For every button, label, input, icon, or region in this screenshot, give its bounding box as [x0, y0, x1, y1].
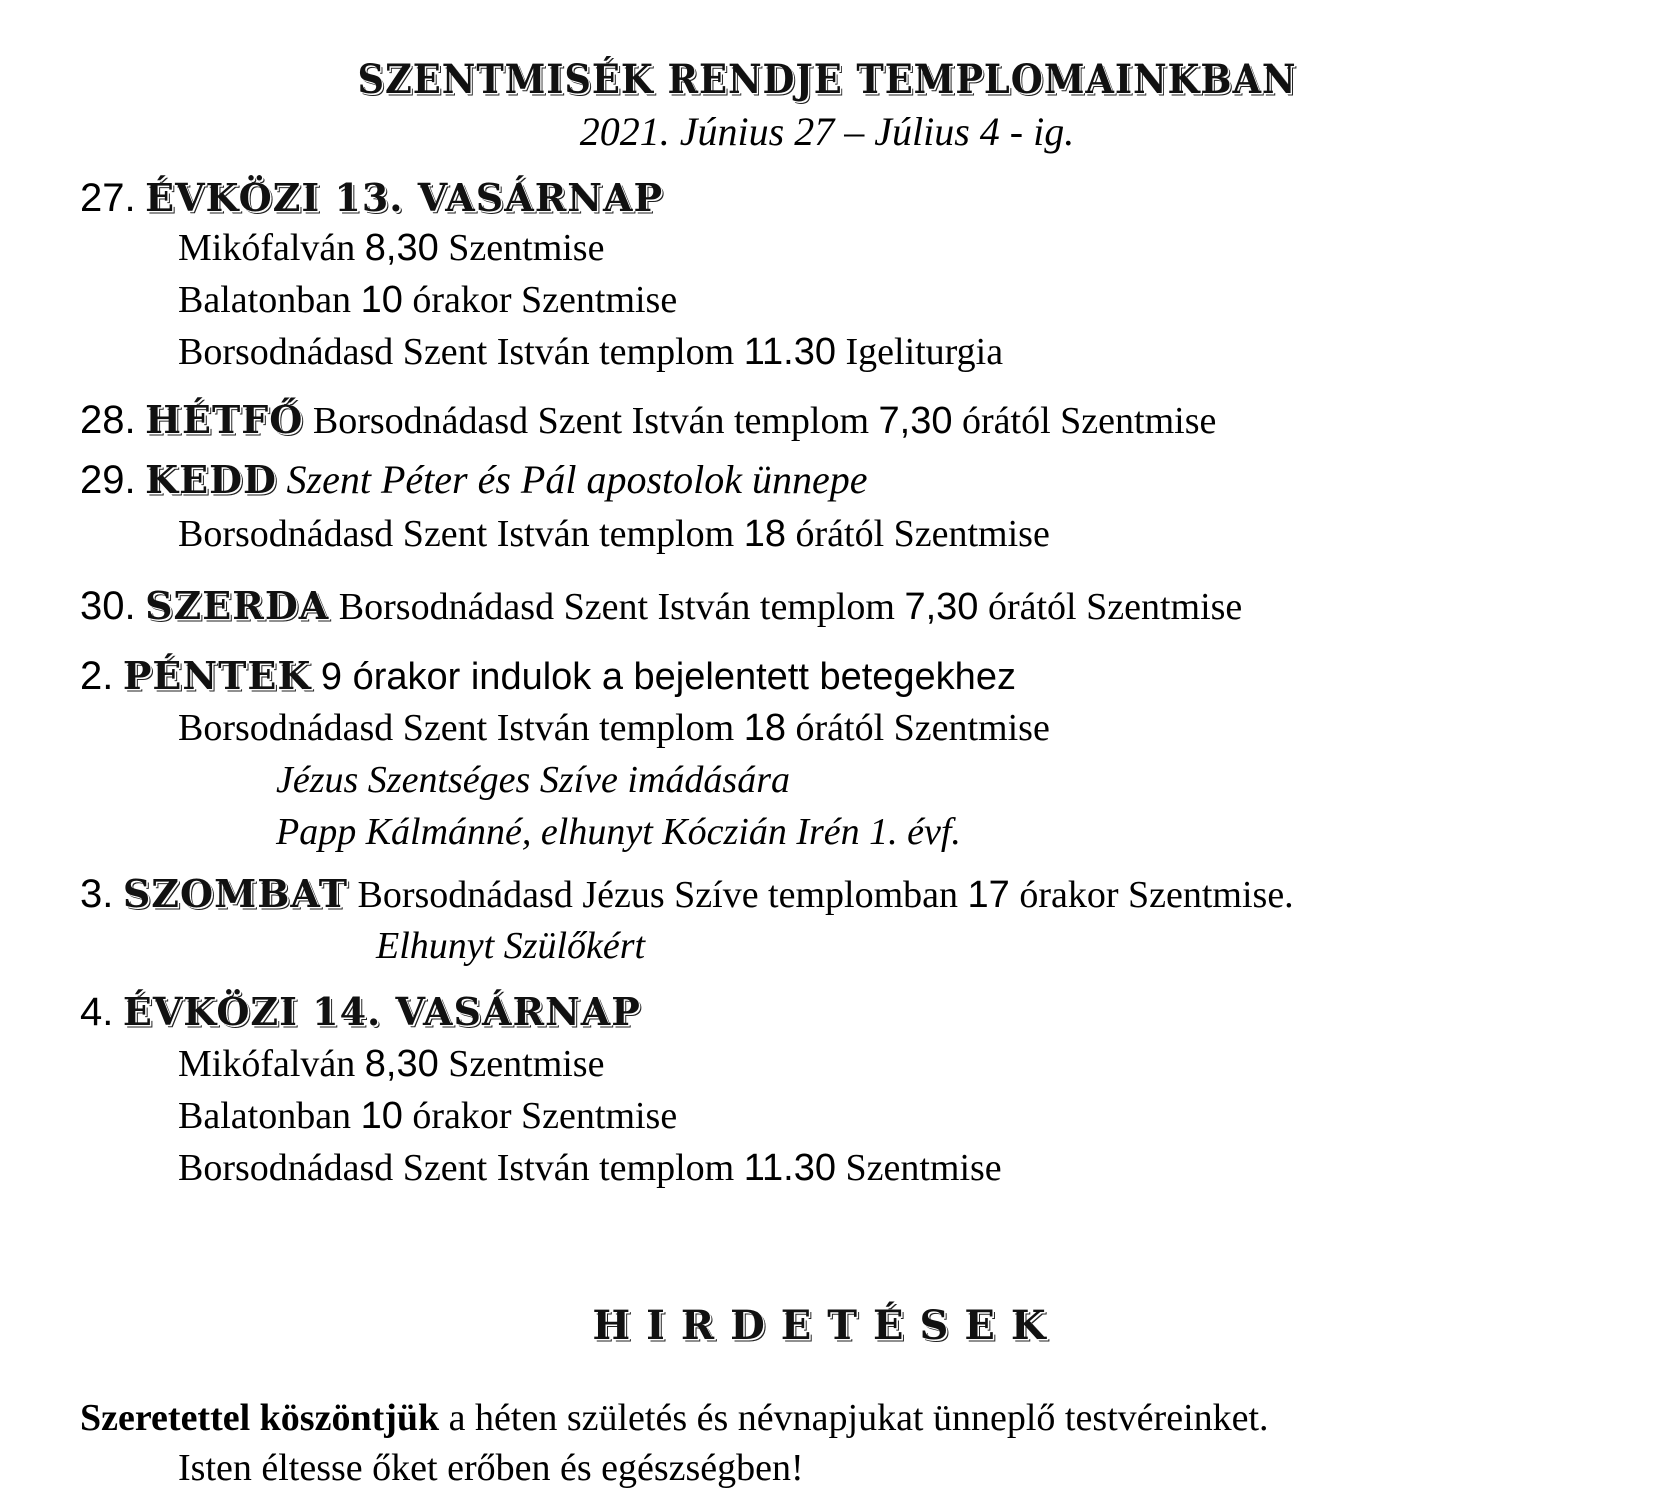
mass-intention: Jézus Szentséges Szíve imádására — [276, 759, 790, 801]
mass-time: 11.30 — [743, 331, 836, 373]
mass-desc: órakor Szentmise. — [1019, 874, 1294, 916]
mass-time: 7,30 — [904, 586, 979, 628]
day-name: KEDD — [145, 457, 278, 502]
day-number: 3. — [80, 872, 114, 916]
mass-place: Borsodnádasd Szent István templom — [178, 331, 735, 373]
mass-entry — [178, 226, 604, 270]
mass-desc: órakor Szentmise — [412, 279, 678, 321]
mass-desc: órától Szentmise — [987, 586, 1243, 628]
mass-time: 7,30 — [878, 400, 953, 442]
mass-desc: Szentmise — [448, 227, 605, 269]
mass-desc: Szentmise — [845, 1147, 1002, 1189]
mass-time: 17 — [967, 874, 1010, 916]
day-name: HÉTFŐ — [145, 397, 304, 442]
day-heading — [80, 584, 1242, 629]
greeting-bold: Szeretettel köszöntjük — [80, 1397, 440, 1439]
feast-name: Szent Péter és Pál apostolok ünnepe — [286, 457, 868, 502]
day-name: SZOMBAT — [122, 871, 349, 916]
mass-entry — [178, 330, 1003, 374]
mass-time: 18 — [743, 707, 786, 749]
mass-entry — [178, 1042, 604, 1086]
mass-place: Mikófalván — [178, 1043, 356, 1085]
mass-desc: órakor Szentmise — [412, 1095, 678, 1137]
day-name: ÉVKÖZI 13. VASÁRNAP — [145, 175, 664, 220]
mass-time: 10 — [360, 1095, 403, 1137]
mass-entry — [178, 512, 1050, 556]
day-heading — [80, 990, 641, 1035]
page-title: SZENTMISÉK RENDJE TEMPLOMAINKBAN — [357, 56, 1297, 103]
day-name: ÉVKÖZI 14. VASÁRNAP — [122, 989, 641, 1034]
mass-place: Borsodnádasd Szent István templom — [178, 513, 735, 555]
mass-desc: órától Szentmise — [962, 400, 1217, 442]
day-number: 4. — [80, 990, 114, 1034]
day-number: 29. — [80, 458, 136, 502]
mass-desc: Szentmise — [448, 1043, 605, 1085]
mass-entry — [178, 706, 1050, 750]
mass-place: Balatonban — [178, 1095, 352, 1137]
day-heading — [80, 398, 1216, 443]
day-heading — [80, 654, 1016, 699]
greeting-text: a héten születés és névnapjukat ünneplő testvéreinket. — [448, 1397, 1269, 1439]
announcements-heading: HIRDETÉSEK — [592, 1302, 1062, 1349]
day-number: 27. — [80, 176, 136, 220]
day-heading — [80, 872, 1294, 917]
greeting-line — [80, 1396, 1269, 1440]
mass-entry — [178, 1146, 1002, 1190]
blessing-line: Isten éltesse őket erőben és egészségben! — [178, 1447, 804, 1489]
date-range-subtitle: 2021. Június 27 – Július 4 - ig. — [579, 109, 1075, 154]
mass-time: 10 — [360, 279, 403, 321]
mass-time: 18 — [743, 513, 786, 555]
mass-place: Borsodnádasd Szent István templom — [178, 1147, 735, 1189]
mass-place: Borsodnádasd Szent István templom — [338, 586, 895, 628]
mass-time: 8,30 — [364, 227, 439, 269]
mass-intention: Elhunyt Szülőkért — [376, 925, 646, 967]
mass-entry — [178, 278, 677, 322]
mass-time: 8,30 — [364, 1043, 439, 1085]
day-number: 30. — [80, 584, 136, 628]
mass-time: 11.30 — [743, 1147, 836, 1189]
day-heading — [80, 176, 663, 221]
mass-intention: Papp Kálmánné, elhunyt Kóczián Irén 1. évf. — [276, 811, 961, 853]
day-note: 9 órakor indulok a bejelentett betegekhez — [320, 656, 1016, 698]
day-number: 2. — [80, 654, 114, 698]
mass-desc: órától Szentmise — [795, 707, 1050, 749]
mass-desc: órától Szentmise — [795, 513, 1050, 555]
mass-place: Borsodnádasd Szent István templom — [178, 707, 735, 749]
mass-place: Borsodnádasd Jézus Szíve templomban — [357, 874, 959, 916]
day-name: PÉNTEK — [122, 653, 312, 698]
mass-place: Borsodnádasd Szent István templom — [312, 400, 870, 442]
mass-place: Balatonban — [178, 279, 352, 321]
day-heading — [80, 458, 868, 503]
mass-place: Mikófalván — [178, 227, 356, 269]
day-name: SZERDA — [145, 583, 330, 628]
mass-entry — [178, 1094, 677, 1138]
mass-desc: Igeliturgia — [845, 331, 1004, 373]
day-number: 28. — [80, 398, 136, 442]
